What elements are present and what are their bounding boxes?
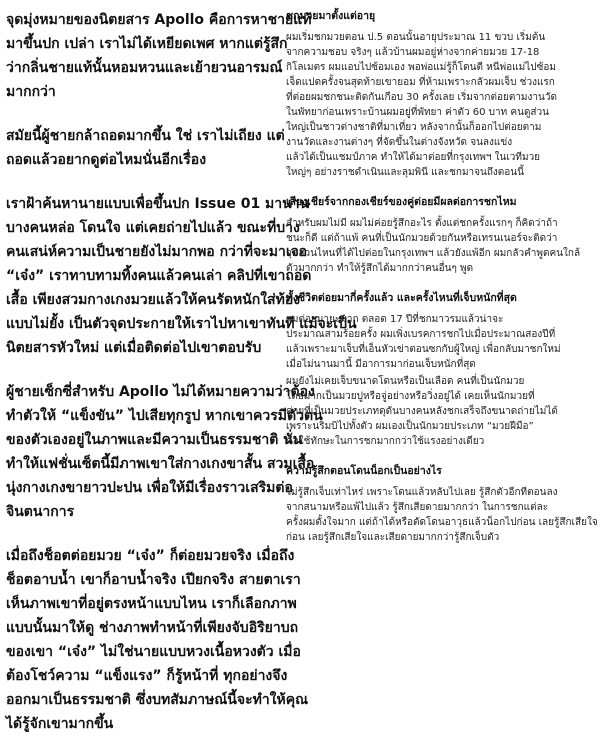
intro-paragraph bbox=[6, 8, 312, 104]
section-heading: ความรู้สึกตอนโดนน็อกเป็นอย่างไร bbox=[286, 465, 442, 477]
answer-paragraph bbox=[286, 374, 596, 449]
right-column-interview bbox=[286, 8, 596, 559]
text-line: แบบนั้นมาให้ดู ช่างภาพทำหน้าที่เพียงจับอิริยาบถ bbox=[6, 620, 299, 636]
text-line: จากสนามหรือแพ้ไปแล้ว รู้สึกเสียดายมากกว่า ในการชกแต่ละ bbox=[286, 502, 549, 513]
text-line: สำหรับผมไม่มี ผมไม่ค่อยรู้สึกอะไร ตั้งแต่ชกครั้งแรกๆ ก็คิดว่าถ้า bbox=[286, 218, 558, 229]
text-line: เราฝ้าค้นหานายแบบเพื่อขึ้นปก Issue 01 มานาน bbox=[6, 196, 310, 212]
text-line: ทำตัวให้ “แข็งขัน” ไปเสียทุกรูป หากเขาควรมีตัวตน bbox=[6, 408, 323, 424]
answer-paragraph bbox=[286, 30, 596, 180]
text-line: ไม่รู้สึกเจ็บเท่าไหร่ เพราะโดนแล้วหลับไปเลย รู้สึกตัวอีกทีตอนลง bbox=[286, 487, 558, 498]
text-line: ผมยังไม่เคยเจ็บขนาดโดนหรือเป็นเลือด คนที่เป็นนักมวย bbox=[286, 376, 525, 387]
text-line: เมื่อถึงช็อตต่อยมวย “เจ๋ง” ก็ต่อยมวยจริง เมื่อถึง bbox=[6, 548, 295, 564]
text-line: แล้วเพราะมาเจ็บที่เอ็นหัวเข่าตอนซกกับผู้ใหญ่ เพื่อกลับมาชกใหม่ bbox=[286, 344, 561, 355]
text-line: มากกว่า bbox=[6, 84, 56, 100]
interview-section bbox=[286, 290, 596, 449]
text-line: จุดมุ่งหมายของนิตยสาร Apollo คือการหาชายแท้ bbox=[6, 12, 312, 28]
text-line: ชนะก็ดี แต่ถ้าแพ้ คนที่เป็นนักมวยด้วยกันหรือเทรนเนอร์จะติดว่า bbox=[286, 233, 558, 244]
text-line: ทำให้แฟชั่นเซ็ตนี้มีภาพเขาใส่กางเกงขาสั้น สวมเสื้อ bbox=[6, 456, 315, 472]
text-line: จินตนาการ bbox=[6, 504, 75, 520]
text-line: ต้องโชว์ความ “แข็งแรง” ก็รู้หน้าที่ ทุกอย่างจึง bbox=[6, 668, 288, 684]
text-line: บางคนหล่อ โดนใจ แต่เคยถ่ายไปแล้ว ขณะที่บาง bbox=[6, 220, 300, 236]
intro-paragraph bbox=[6, 380, 323, 524]
text-line: เจ็ดแปดครั้งจนสุดท้ายเขายอม ที่ห้ามเพราะกลัวผมเจ็บ ช่วงแรก bbox=[286, 77, 555, 88]
intro-paragraph bbox=[6, 192, 357, 360]
text-line: เสื้อ เพียงสวมกางเกงมวยแล้วให้คนรัดหนักใส่ท้อง bbox=[6, 292, 301, 308]
text-line: ได้รู้จักเขามากขึ้น bbox=[6, 716, 114, 732]
text-line: ออกมาเป็นธรรมชาติ ซึ่งบทสัมภาษณ์นี้จะทำให้คุณ bbox=[6, 692, 309, 708]
intro-paragraph bbox=[6, 544, 309, 736]
text-line: ค่ายที่เป็นมวยประเภทดุดันบางคนหลังชกเสร็จถึงขนาดถ่ายไม่ได้ bbox=[286, 406, 558, 417]
text-line: เมื่อไม่นานมานี้ มีอาการมาก่อนเจ็บหนักที่สุด bbox=[286, 359, 476, 370]
text-line: ใหญ่ๆ อย่างราชดำเนินและลุมพินี และชกมาจนถึงตอนนี้ bbox=[286, 167, 524, 178]
text-line: ที่ต่อยผมชกชนะติดกันเกือบ 30 ครั้งเลย เริ่มจากต่อยตามงานวัด bbox=[286, 92, 557, 103]
text-line: ว่ากลิ่นชายแท้นั้นหอมหวนและเย้ายวนอารมณ์ bbox=[6, 60, 283, 76]
text-line: ของเขา “เจ๋ง” ไม่ใช่นายแบบหวงเนื้อหวงตัว เมื่อ bbox=[6, 644, 301, 660]
text-line: จุดส่วนไหนที่ได้ไปต่อยในกรุงเทพฯ แล้วยังแพ้อีก ผมกลัวคำพูดคนใกล้ bbox=[286, 248, 581, 259]
text-line: ใหญ่เป็นชาวต่างชาติที่มาเที่ยว หลังจากนั้นก็ออกไปต่อยตาม bbox=[286, 122, 542, 133]
text-line: จากความชอบ จริงๆ แล้วบ้านผมอยู่ห่างจากค่ายมวย 17-18 bbox=[286, 47, 540, 58]
text-line: คนเสน่ห์ความเป็นชายยังไม่มากพอ กว่าที่จะมาเจอ bbox=[6, 244, 308, 260]
section-heading: ทั้งชีวิตต่อยมากี่ครั้งแล้ว และครั้งไหนที่เจ็บหนักที่สุด bbox=[286, 292, 517, 304]
text-line: “เจ๋ง” เราทาบทามทิ้งคนแล้วคนเล่า คลิปที่เขาถอด bbox=[6, 268, 312, 284]
text-line: โดยมากเป็นมวยปูหรือจู่อย่างหรือวิ่งอยู่ได้ เคยเห็นนักมวยที่ bbox=[286, 391, 535, 402]
text-line: นิตยสารหัวใหม่ แต่เมื่อติดต่อไปเขาตอบรับ bbox=[6, 340, 262, 356]
interview-section bbox=[286, 463, 596, 545]
answer-paragraph bbox=[286, 312, 596, 372]
text-line: ผมเริ่มชกมวยตอน ป.5 ตอนนั้นอายุประมาณ 11 ขวบ เริ่มต้น bbox=[286, 32, 546, 43]
intro-paragraph bbox=[6, 124, 285, 172]
text-line: มาขึ้นปก เปล่า เราไม่ได้เหยียดเพศ หากแต่รู้สึก bbox=[6, 36, 288, 52]
text-line: กิโลเมตร ผมแอบไปซ้อมเอง พอพ่อแม่รู้ก็โดนตี หนีพ่อแม่ไปซ้อม bbox=[286, 62, 556, 73]
text-line: เพราะนริมบิไปทั้งตัว ผมเองเป็นนักมวยประเภท “มวยฝีมือ” bbox=[286, 421, 534, 432]
text-line: ผมต่อยมายะมาก ตลอด 17 ปีที่ชกมาวรมแล้วน่าจะ bbox=[286, 314, 504, 325]
text-line: ของตัวเองอยู่ในภาพและมีความเป็นธรรมชาติ นั่น bbox=[6, 432, 303, 448]
section-heading: ชกมวยมาตั้งแต่อายุ bbox=[286, 10, 376, 22]
answer-paragraph bbox=[286, 485, 596, 545]
text-line: นุ่งกางเกงขายาวปะปน เพื่อให้มีเรื่องราวเสริมต่อ bbox=[6, 480, 293, 496]
text-line: ตัวมากกว่า ทำให้รู้สึกได้มากกว่าคนอื่นๆ พูด bbox=[286, 263, 474, 274]
text-line: คือใช้ทักษะในการชกมากกว่าใช้แรงอย่างเดียว bbox=[286, 436, 485, 447]
interview-section bbox=[286, 8, 596, 180]
text-line: ช็อตอาบน้ำ เขาก็อาบน้ำจริง เปียกจริง สายตาเรา bbox=[6, 572, 301, 588]
text-line: งานวัดและงานต่างๆ ที่จัดขึ้นในต่างจังหวัด จนลงแข่ง bbox=[286, 137, 513, 148]
text-line: ผู้ชายเซ็กซี่สำหรับ Apollo ไม่ได้หมายความว่าต้อง bbox=[6, 384, 315, 400]
section-heading: เสียงเชียร์จากกองเชียร์ของคู่ต่อยมีผลต่อการชกไหม bbox=[286, 196, 517, 208]
text-line: ถอดแล้วอยากดูต่อไหมนั่นอีกเรื่อง bbox=[6, 152, 207, 168]
text-line: เห็นภาพเขาที่อยู่ตรงหน้าแบบไหน เราก็เลือกภาพ bbox=[6, 596, 297, 612]
text-line: ก่อน เลยรู้สึกเสียใจและเสียดายมากกว่ารู้สึกเจ็บตัว bbox=[286, 532, 500, 543]
text-line: ครั้งผมตั้งใจมาก แต่ถ้าได้หรือตัดโดนอาวุธแล้วน็อกไปก่อน เลยรู้สึกเสียใจ bbox=[286, 517, 598, 528]
interview-section bbox=[286, 194, 596, 276]
text-line: ในพัทยาก่อนเพราะบ้านผมอยู่ที่พัทยา ค่าตัว 60 บาท คนดูส่วน bbox=[286, 107, 549, 118]
text-line: แล้วได้เป็นแชมป์ภาค ทำให้ได้มาต่อยที่กรุงเทพฯ ในเวทีมวย bbox=[286, 152, 541, 163]
text-line: สมัยนี้ผู้ชายกล้าถอดมากขึ้น ใช่ เราไม่เถียง แต่ bbox=[6, 128, 285, 144]
answer-paragraph bbox=[286, 216, 596, 276]
text-line: แบบไม่ยั้ง เป็นตัวจุดประกายให้เราไปหาเขาทันที แม้จะเป็น bbox=[6, 316, 357, 332]
text-line: ประมาณสามร้อยครั้ง ผมเพิ่งเบรคการชกไปเมื่อประมาณสองปีที่ bbox=[286, 329, 556, 340]
